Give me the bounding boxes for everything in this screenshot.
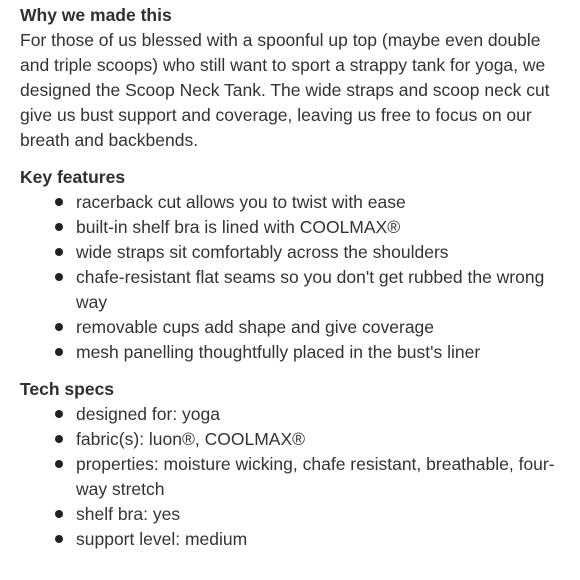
list-item-text: properties: moisture wicking, chafe resistant, breathable, four-way stretch xyxy=(76,454,555,499)
list-item-text: chafe-resistant flat seams so you don't get rubbed the wrong way xyxy=(76,267,545,312)
why-paragraph: For those of us blessed with a spoonful up top (maybe even double and triple scoops) who still want to sport a strappy tank for yoga, we designed the Scoop Neck Tank. The wide straps and scoop neck cut give us bust support and coverage, leaving us free to focus on our breath and backbends. xyxy=(20,30,550,150)
bullet-icon xyxy=(55,248,63,256)
list-item xyxy=(55,340,566,365)
list-item-text: racerback cut allows you to twist with ease xyxy=(76,192,406,212)
features-heading: Key features xyxy=(20,167,126,187)
list-item xyxy=(55,427,566,452)
list-item xyxy=(55,240,566,265)
list-item-text: designed for: yoga xyxy=(76,404,220,424)
list-item xyxy=(55,502,566,527)
bullet-icon xyxy=(55,223,63,231)
list-item-text: support level: medium xyxy=(76,529,248,549)
why-section xyxy=(20,3,566,153)
list-item xyxy=(55,402,566,427)
bullet-icon xyxy=(55,460,63,468)
bullet-icon xyxy=(55,323,63,331)
list-item xyxy=(55,190,566,215)
list-item xyxy=(55,315,566,340)
specs-list xyxy=(20,402,566,552)
bullet-icon xyxy=(55,348,63,356)
list-item-text: removable cups add shape and give coverage xyxy=(76,317,435,337)
bullet-icon xyxy=(55,510,63,518)
list-item xyxy=(55,265,566,315)
bullet-icon xyxy=(55,410,63,418)
features-section xyxy=(20,165,566,365)
list-item-text: built-in shelf bra is lined with COOLMAX® xyxy=(76,217,401,237)
bullet-icon xyxy=(55,535,63,543)
why-heading: Why we made this xyxy=(20,5,172,25)
features-list xyxy=(20,190,566,365)
list-item xyxy=(55,215,566,240)
list-item-text: fabric(s): luon®, COOLMAX® xyxy=(76,429,306,449)
bullet-icon xyxy=(55,273,63,281)
list-item xyxy=(55,452,566,502)
list-item-text: mesh panelling thoughtfully placed in the bust's liner xyxy=(76,342,481,362)
specs-heading: Tech specs xyxy=(20,379,115,399)
list-item-text: wide straps sit comfortably across the shoulders xyxy=(76,242,449,262)
specs-section xyxy=(20,377,566,552)
list-item-text: shelf bra: yes xyxy=(76,504,181,524)
list-item xyxy=(55,527,566,552)
bullet-icon xyxy=(55,435,63,443)
bullet-icon xyxy=(55,198,63,206)
